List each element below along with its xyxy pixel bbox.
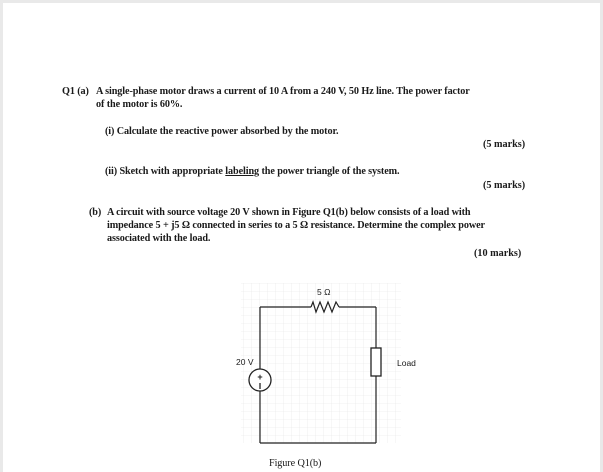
q1a-part-i-marks: (5 marks) bbox=[483, 139, 526, 150]
q1b-line1: A circuit with source voltage 20 V shown in Figure Q1(b) below consists of a load with bbox=[107, 207, 471, 218]
q1b-label: (b) bbox=[89, 207, 102, 218]
q1a-part-ii-marks: (5 marks) bbox=[483, 180, 526, 191]
figure-caption: Figure Q1(b) bbox=[269, 458, 322, 469]
load-label: Load bbox=[397, 358, 416, 368]
q1a-line2: of the motor is 60%. bbox=[96, 99, 183, 110]
q1b-marks: (10 marks) bbox=[474, 248, 522, 259]
load-symbol bbox=[371, 348, 381, 376]
document-page bbox=[3, 3, 600, 472]
source-label: 20 V bbox=[236, 357, 254, 367]
q1b-line2: impedance 5 + j5 Ω connected in series to a 5 Ω resistance. Determine the complex power bbox=[107, 220, 485, 231]
q1b-line3: associated with the load. bbox=[107, 233, 211, 244]
q1a-part-ii-pre: (ii) Sketch with appropriate bbox=[105, 166, 226, 177]
q1a-part-ii-post: the power triangle of the system. bbox=[259, 166, 400, 177]
q1a-line1: A single-phase motor draws a current of 10 A from a 240 V, 50 Hz line. The power factor bbox=[96, 86, 470, 97]
q1a-part-i: (i) Calculate the reactive power absorbed by the motor. bbox=[105, 126, 339, 137]
circuit-figure bbox=[3, 3, 600, 472]
voltage-source-symbol bbox=[249, 369, 271, 391]
svg-text:+: + bbox=[257, 372, 263, 382]
q1a-part-ii-underlined: labeling bbox=[225, 166, 260, 177]
q1a-number: Q1 (a) bbox=[62, 86, 89, 97]
resistor-label: 5 Ω bbox=[317, 287, 331, 297]
